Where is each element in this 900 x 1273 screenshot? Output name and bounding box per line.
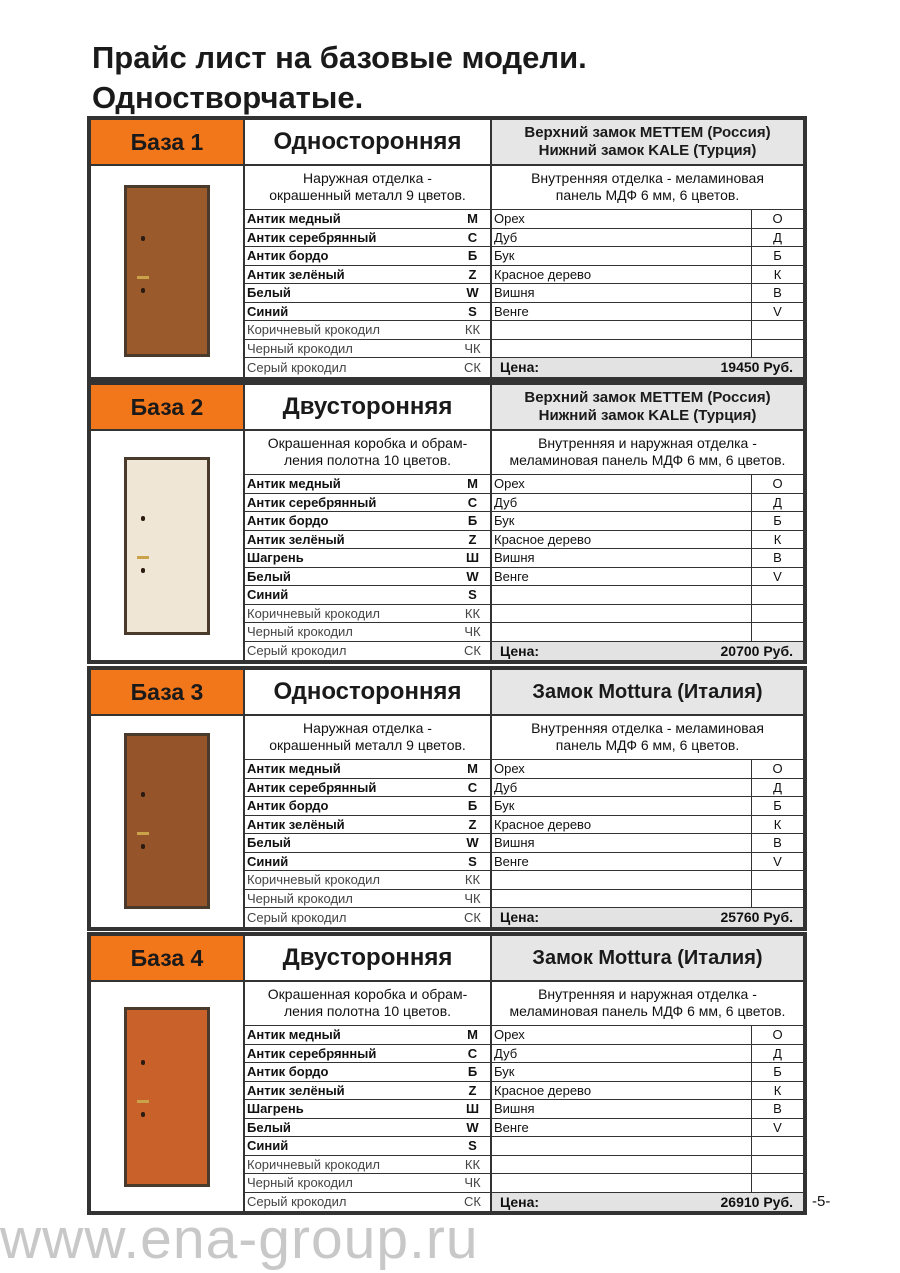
inner-color-name: [492, 871, 752, 889]
outer-color-name: Синий: [247, 1138, 289, 1154]
inner-color-name: Вишня: [492, 549, 752, 567]
outer-color-name: Антик бордо: [247, 248, 329, 264]
table-row: [245, 642, 803, 661]
page-title: [92, 38, 587, 118]
inner-color-code: Б: [773, 798, 782, 814]
price-value: 26910 Руб.: [720, 1193, 793, 1210]
lock-info: [492, 670, 803, 714]
lock-line: Нижний замок KALE (Турция): [538, 142, 757, 159]
table-row: [245, 210, 803, 229]
description-line: панель МДФ 6 мм, 6 цветов.: [555, 737, 740, 753]
card-header: [91, 120, 803, 166]
table-row: [245, 1174, 803, 1193]
outer-color-name: Антик бордо: [247, 513, 329, 529]
table-row: [245, 1045, 803, 1064]
inner-color-name: [492, 890, 752, 908]
price: [492, 358, 803, 377]
table-row: [245, 1100, 803, 1119]
door-image: [124, 185, 210, 357]
outer-finish-description: [245, 431, 492, 474]
table-row: [245, 321, 803, 340]
inner-color-code: Д: [773, 1045, 782, 1061]
outer-color-code: Z: [455, 531, 492, 549]
lock-info: [492, 385, 803, 429]
inner-finish-description: [492, 166, 803, 209]
inner-color-name: Красное дерево: [492, 816, 752, 834]
inner-color-code: [752, 890, 803, 908]
base-label: База 1: [91, 120, 245, 164]
door-image-cell: [91, 982, 245, 1211]
outer-color-code: M: [455, 210, 492, 228]
outer-color-name: Шагрень: [247, 550, 304, 566]
inner-color-name: Венге: [492, 303, 752, 321]
base-label: База 2: [91, 385, 245, 429]
door-keyhole: [141, 1060, 145, 1065]
price: [492, 642, 803, 661]
card-header: [91, 670, 803, 716]
table-row: [245, 358, 803, 377]
lock-line: Замок Mottura (Италия): [532, 946, 763, 969]
lock-line: Замок Mottura (Италия): [532, 680, 763, 703]
door-handle: [137, 556, 149, 559]
outer-finish-description: [245, 982, 492, 1025]
door-type: Односторонняя: [245, 670, 492, 714]
outer-color-code: ЧК: [455, 623, 492, 641]
outer-color-code: ЧК: [455, 890, 492, 908]
outer-color-name: Серый крокодил: [247, 359, 347, 375]
table-row: [245, 475, 803, 494]
outer-color-code: Б: [455, 512, 492, 530]
table-row: [245, 908, 803, 927]
table-row: [245, 549, 803, 568]
inner-color-name: Вишня: [492, 284, 752, 302]
outer-color-name: Серый крокодил: [247, 1194, 347, 1210]
outer-color-code: S: [455, 303, 492, 321]
price-card-3: [87, 666, 807, 931]
outer-color-name: Коричневый крокодил: [247, 872, 380, 888]
outer-color-code: W: [455, 568, 492, 586]
outer-color-name: Черный крокодил: [247, 1175, 353, 1191]
inner-color-code: V: [773, 1119, 782, 1135]
door-keyhole: [141, 516, 145, 521]
outer-color-code: КК: [455, 1156, 492, 1174]
outer-color-code: КК: [455, 605, 492, 623]
outer-color-code: СК: [455, 908, 492, 927]
inner-color-name: [492, 586, 752, 604]
inner-color-name: Красное дерево: [492, 266, 752, 284]
door-type: Двусторонняя: [245, 385, 492, 429]
price-label: Цена:: [500, 1193, 540, 1210]
inner-color-code: [752, 586, 803, 604]
outer-color-name: Синий: [247, 587, 289, 603]
inner-color-name: Дуб: [492, 779, 752, 797]
outer-color-code: Б: [455, 1063, 492, 1081]
outer-color-code: Z: [455, 266, 492, 284]
inner-color-name: Орех: [492, 1026, 752, 1044]
inner-color-name: [492, 1174, 752, 1192]
outer-color-name: Антик серебрянный: [247, 779, 377, 795]
card-header: [91, 936, 803, 982]
description-line: меламиновая панель МДФ 6 мм, 6 цветов.: [509, 452, 786, 468]
description-row: [245, 166, 803, 210]
door-image: [124, 1007, 210, 1187]
outer-color-code: Z: [455, 1082, 492, 1100]
table-row: [245, 816, 803, 835]
outer-color-name: Антик зелёный: [247, 816, 345, 832]
table-row: [245, 890, 803, 909]
table-row: [245, 605, 803, 624]
outer-color-code: Б: [455, 797, 492, 815]
lock-line: Нижний замок KALE (Турция): [538, 407, 757, 424]
outer-color-code: ЧК: [455, 1174, 492, 1192]
card-body: [91, 982, 803, 1211]
description-line: окрашенный металл 9 цветов.: [269, 187, 466, 203]
price-card-1: [87, 116, 807, 381]
price-label: Цена:: [500, 909, 540, 926]
price: [492, 908, 803, 927]
inner-finish-description: [492, 431, 803, 474]
title-line-1: Прайс лист на базовые модели.: [92, 40, 587, 75]
table-row: [245, 1156, 803, 1175]
price: [492, 1193, 803, 1212]
outer-color-code: C: [455, 494, 492, 512]
door-image-cell: [91, 716, 245, 927]
outer-color-code: S: [455, 586, 492, 604]
card-body: [91, 716, 803, 927]
outer-color-name: Антик бордо: [247, 798, 329, 814]
inner-color-name: Дуб: [492, 229, 752, 247]
outer-color-name: Антик бордо: [247, 1064, 329, 1080]
description-row: [245, 716, 803, 760]
outer-color-name: Антик серебрянный: [247, 229, 377, 245]
price-label: Цена:: [500, 642, 540, 659]
inner-color-code: [752, 1174, 803, 1192]
outer-color-name: Антик медный: [247, 476, 341, 492]
inner-color-name: [492, 1156, 752, 1174]
outer-color-name: Синий: [247, 853, 289, 869]
outer-color-name: Антик зелёный: [247, 1082, 345, 1098]
outer-color-name: Антик серебрянный: [247, 494, 377, 510]
inner-color-name: Венге: [492, 568, 752, 586]
inner-color-name: Дуб: [492, 1045, 752, 1063]
door-handle: [137, 276, 149, 279]
inner-color-code: Д: [773, 494, 782, 510]
inner-color-name: Бук: [492, 797, 752, 815]
color-table: [245, 716, 803, 927]
inner-color-code: O: [772, 1027, 783, 1043]
inner-color-name: [492, 321, 752, 339]
outer-color-name: Шагрень: [247, 1101, 304, 1117]
table-row: [245, 1082, 803, 1101]
outer-color-code: Б: [455, 247, 492, 265]
outer-color-name: Серый крокодил: [247, 643, 347, 659]
table-row: [245, 871, 803, 890]
inner-color-code: O: [772, 761, 783, 777]
price-card-4: [87, 932, 807, 1215]
description-row: [245, 982, 803, 1026]
table-row: [245, 229, 803, 248]
door-type: Двусторонняя: [245, 936, 492, 980]
inner-color-name: [492, 623, 752, 641]
price-card-2: [87, 381, 807, 664]
table-row: [245, 1137, 803, 1156]
lock-info: [492, 936, 803, 980]
outer-color-code: S: [455, 853, 492, 871]
table-row: [245, 494, 803, 513]
price-value: 20700 Руб.: [720, 642, 793, 659]
table-row: [245, 266, 803, 285]
table-row: [245, 1119, 803, 1138]
door-type: Односторонняя: [245, 120, 492, 164]
door-image-cell: [91, 431, 245, 660]
inner-color-name: Орех: [492, 760, 752, 778]
table-row: [245, 586, 803, 605]
outer-color-name: Антик медный: [247, 1027, 341, 1043]
color-table: [245, 166, 803, 377]
outer-color-code: СК: [455, 358, 492, 377]
table-row: [245, 568, 803, 587]
door-handle: [137, 832, 149, 835]
table-row: [245, 834, 803, 853]
inner-finish-description: [492, 982, 803, 1025]
inner-color-code: V: [773, 568, 782, 584]
table-row: [245, 247, 803, 266]
outer-color-name: Белый: [247, 568, 291, 584]
outer-color-name: Черный крокодил: [247, 340, 353, 356]
price-value: 25760 Руб.: [720, 909, 793, 926]
outer-color-code: W: [455, 284, 492, 302]
outer-color-name: Белый: [247, 835, 291, 851]
outer-color-name: Коричневый крокодил: [247, 605, 380, 621]
inner-color-code: Б: [773, 248, 782, 264]
outer-color-name: Антик серебрянный: [247, 1045, 377, 1061]
outer-color-name: Антик зелёный: [247, 531, 345, 547]
outer-color-code: C: [455, 229, 492, 247]
table-row: [245, 512, 803, 531]
color-table: [245, 431, 803, 660]
price-value: 19450 Руб.: [720, 359, 793, 376]
inner-color-code: Б: [773, 1064, 782, 1080]
outer-color-name: Белый: [247, 1119, 291, 1135]
inner-color-code: В: [773, 550, 782, 566]
outer-color-code: M: [455, 1026, 492, 1044]
inner-color-name: [492, 605, 752, 623]
door-image: [124, 733, 210, 909]
outer-color-code: ЧК: [455, 340, 492, 358]
base-label: База 3: [91, 670, 245, 714]
inner-color-code: В: [773, 1101, 782, 1117]
outer-color-code: W: [455, 1119, 492, 1137]
outer-color-name: Серый крокодил: [247, 909, 347, 925]
inner-color-code: Д: [773, 229, 782, 245]
inner-color-name: Орех: [492, 475, 752, 493]
description-line: Наружная отделка -: [303, 720, 432, 736]
outer-color-name: Синий: [247, 303, 289, 319]
table-row: [245, 853, 803, 872]
description-line: Окрашенная коробка и обрам-: [267, 435, 468, 451]
table-row: [245, 797, 803, 816]
price-label: Цена:: [500, 359, 540, 376]
door-keyhole: [141, 288, 145, 293]
outer-color-name: Коричневый крокодил: [247, 322, 380, 338]
inner-color-code: Д: [773, 779, 782, 795]
outer-color-code: КК: [455, 871, 492, 889]
outer-color-code: Ш: [455, 549, 492, 567]
door-image: [124, 457, 210, 635]
description-line: Внутренняя отделка - меламиновая: [531, 170, 764, 186]
inner-color-name: Орех: [492, 210, 752, 228]
outer-color-code: Ш: [455, 1100, 492, 1118]
outer-color-code: Z: [455, 816, 492, 834]
outer-color-code: C: [455, 1045, 492, 1063]
description-row: [245, 431, 803, 475]
table-row: [245, 623, 803, 642]
door-handle: [137, 1100, 149, 1103]
inner-color-code: В: [773, 835, 782, 851]
description-line: меламиновая панель МДФ 6 мм, 6 цветов.: [509, 1003, 786, 1019]
inner-color-code: К: [773, 816, 782, 832]
outer-color-name: Антик зелёный: [247, 266, 345, 282]
door-keyhole: [141, 844, 145, 849]
inner-color-code: [752, 623, 803, 641]
inner-color-name: [492, 1137, 752, 1155]
description-line: ления полотна 10 цветов.: [283, 1003, 452, 1019]
inner-color-name: Венге: [492, 853, 752, 871]
table-row: [245, 760, 803, 779]
inner-color-code: К: [773, 266, 782, 282]
page-number: -5-: [812, 1193, 831, 1210]
door-keyhole: [141, 236, 145, 241]
inner-color-code: В: [773, 285, 782, 301]
description-line: Окрашенная коробка и обрам-: [267, 986, 468, 1002]
table-row: [245, 284, 803, 303]
inner-color-name: Красное дерево: [492, 1082, 752, 1100]
door-keyhole: [141, 792, 145, 797]
description-line: Внутренняя и наружная отделка -: [538, 986, 757, 1002]
inner-color-code: [752, 1137, 803, 1155]
table-row: [245, 340, 803, 359]
outer-color-name: Черный крокодил: [247, 890, 353, 906]
description-line: Внутренняя и наружная отделка -: [538, 435, 757, 451]
inner-color-code: O: [772, 211, 783, 227]
inner-color-name: Бук: [492, 512, 752, 530]
title-line-2: Одностворчатые.: [92, 80, 364, 115]
outer-color-code: СК: [455, 1193, 492, 1212]
inner-color-code: [752, 321, 803, 339]
inner-color-name: [492, 340, 752, 358]
outer-color-code: W: [455, 834, 492, 852]
door-keyhole: [141, 568, 145, 573]
inner-color-code: К: [773, 1082, 782, 1098]
inner-color-name: Вишня: [492, 1100, 752, 1118]
description-line: Наружная отделка -: [303, 170, 432, 186]
outer-color-code: M: [455, 760, 492, 778]
inner-color-code: [752, 1156, 803, 1174]
base-label: База 4: [91, 936, 245, 980]
inner-color-code: O: [772, 476, 783, 492]
description-line: Внутренняя отделка - меламиновая: [531, 720, 764, 736]
outer-color-code: M: [455, 475, 492, 493]
table-row: [245, 303, 803, 322]
inner-color-name: Бук: [492, 1063, 752, 1081]
inner-color-code: Б: [773, 513, 782, 529]
outer-finish-description: [245, 166, 492, 209]
card-header: [91, 385, 803, 431]
inner-color-code: [752, 871, 803, 889]
outer-color-code: КК: [455, 321, 492, 339]
outer-color-name: Черный крокодил: [247, 624, 353, 640]
inner-color-name: Красное дерево: [492, 531, 752, 549]
table-row: [245, 1063, 803, 1082]
lock-info: [492, 120, 803, 164]
inner-color-name: Бук: [492, 247, 752, 265]
table-row: [245, 1026, 803, 1045]
inner-color-code: К: [773, 531, 782, 547]
outer-finish-description: [245, 716, 492, 759]
inner-color-code: V: [773, 853, 782, 869]
description-line: панель МДФ 6 мм, 6 цветов.: [555, 187, 740, 203]
inner-color-name: Дуб: [492, 494, 752, 512]
watermark: www.ena-group.ru: [0, 1207, 479, 1271]
outer-color-code: C: [455, 779, 492, 797]
inner-color-name: Венге: [492, 1119, 752, 1137]
outer-color-name: Коричневый крокодил: [247, 1156, 380, 1172]
card-body: [91, 166, 803, 377]
inner-finish-description: [492, 716, 803, 759]
lock-line: Верхний замок METTEM (Россия): [524, 389, 771, 406]
door-image-cell: [91, 166, 245, 377]
outer-color-code: S: [455, 1137, 492, 1155]
inner-color-code: V: [773, 303, 782, 319]
inner-color-name: Вишня: [492, 834, 752, 852]
inner-color-code: [752, 340, 803, 358]
outer-color-code: СК: [455, 642, 492, 661]
table-row: [245, 531, 803, 550]
outer-color-name: Антик медный: [247, 761, 341, 777]
door-keyhole: [141, 1112, 145, 1117]
outer-color-name: Белый: [247, 285, 291, 301]
card-body: [91, 431, 803, 660]
lock-line: Верхний замок METTEM (Россия): [524, 124, 771, 141]
description-line: ления полотна 10 цветов.: [283, 452, 452, 468]
outer-color-name: Антик медный: [247, 211, 341, 227]
table-row: [245, 779, 803, 798]
description-line: окрашенный металл 9 цветов.: [269, 737, 466, 753]
color-table: [245, 982, 803, 1211]
inner-color-code: [752, 605, 803, 623]
